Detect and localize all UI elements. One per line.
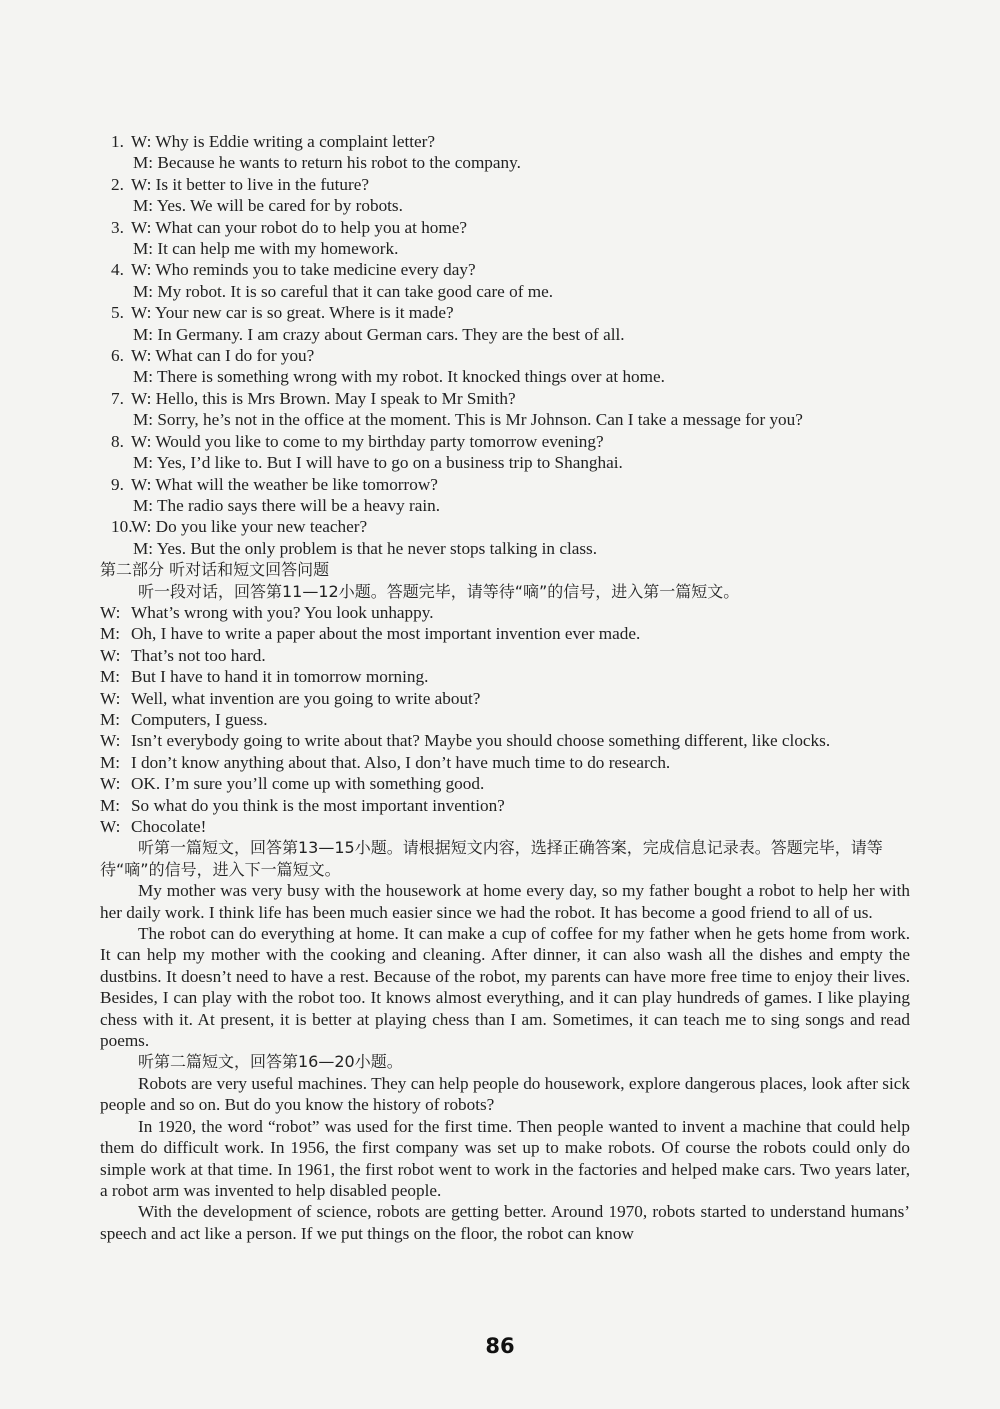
question-number: 3. xyxy=(111,217,124,237)
paragraph: Robots are very useful machines. They can help people do housework, explore dangerous places, look after sick people and so on. But do you know the history of robots? xyxy=(100,1073,910,1115)
question-line: W: Do you like your new teacher? xyxy=(131,517,368,537)
question-line: W: What can I do for you? xyxy=(131,346,315,366)
dialogue-line xyxy=(100,795,910,816)
answer-line: M: Yes, I’d like to. But I will have to go on a business trip to Shanghai. xyxy=(133,453,623,473)
answer-line: M: Yes. But the only problem is that he never stops talking in class. xyxy=(133,538,598,558)
question-number: 9. xyxy=(111,474,124,494)
speaker-label: W: xyxy=(100,817,121,836)
speaker-label: W: xyxy=(100,645,121,665)
dialogue-line xyxy=(100,666,910,687)
question-line: W: What will the weather be like tomorrow? xyxy=(131,474,438,494)
question-number: 6. xyxy=(111,346,124,366)
question-line: W: Your new car is so great. Where is it made? xyxy=(131,303,454,323)
dialogue-line xyxy=(100,752,910,773)
dialogue-text: What’s wrong with you? You look unhappy. xyxy=(131,602,434,622)
question-line: W: Hello, this is Mrs Brown. May I speak to Mr Smith? xyxy=(131,388,516,408)
dialogue-text: Oh, I have to write a paper about the most important invention ever made. xyxy=(131,624,641,644)
instruction-passage-1: 听第一篇短文，回答第13—15小题。请根据短文内容，选择正确答案，完成信息记录表。答题完毕，请等待“嘀”的信号，进入下一篇短文。 xyxy=(100,838,883,879)
question-number: 4. xyxy=(111,260,124,280)
dialogue-line xyxy=(100,816,910,837)
dialogue-line xyxy=(100,645,910,666)
dialogue-text: Computers, I guess. xyxy=(131,709,268,729)
dialogue-text: OK. I’m sure you’ll come up with something good. xyxy=(131,774,485,794)
question-number: 10. xyxy=(111,517,133,537)
dialogue-line xyxy=(100,623,910,644)
question-number: 8. xyxy=(111,431,124,451)
dialogue-text: I don’t know anything about that. Also, I don’t have much time to do research. xyxy=(131,752,671,772)
instruction-dialogue: 听一段对话，回答第11—12小题。答题完毕，请等待“嘀”的信号，进入第一篇短文。 xyxy=(138,581,740,601)
paragraph: With the development of science, robots are getting better. Around 1970, robots started to understand humans’ speech and act like a person. If we put things on the floor, the robot can know xyxy=(100,1202,910,1243)
question-2 xyxy=(100,174,910,217)
speaker-label: W: xyxy=(100,688,121,708)
page-number: 86 xyxy=(485,1334,515,1358)
answer-line: M: There is something wrong with my robot. It knocked things over at home. xyxy=(133,367,665,387)
passage-1 xyxy=(100,880,910,1051)
question-line: W: Is it better to live in the future? xyxy=(131,174,369,194)
question-number: 7. xyxy=(111,388,124,408)
transcript-content xyxy=(100,131,910,1244)
speaker-label: W: xyxy=(100,731,121,751)
answer-line: M: The radio says there will be a heavy rain. xyxy=(133,495,441,515)
question-line: W: Why is Eddie writing a complaint letter? xyxy=(131,132,436,151)
answer-line: M: Sorry, he’s not in the office at the moment. This is Mr Johnson. Can I take a message for you? xyxy=(133,410,803,430)
question-5 xyxy=(100,302,910,345)
paragraph: My mother was very busy with the housework at home every day, so my father bought a robot to help her with her daily work. I think life has been much easier since we had the robot. It has become a good friend to all of us. xyxy=(100,881,910,922)
speaker-label: M: xyxy=(100,624,121,644)
dialogue-text: Isn’t everybody going to write about that? Maybe you should choose something different, like clocks. xyxy=(131,731,831,751)
speaker-label: M: xyxy=(100,795,121,815)
question-6 xyxy=(100,345,910,388)
answer-line: M: Yes. We will be cared for by robots. xyxy=(133,196,403,216)
speaker-label: W: xyxy=(100,602,121,622)
answer-line: M: In Germany. I am crazy about German cars. They are the best of all. xyxy=(133,324,625,344)
dialogue-line xyxy=(100,773,910,794)
paragraph: The robot can do everything at home. It can make a cup of coffee for my father when he gets home from work. It can help my mother with the cooking and cleaning. After dinner, it can also wash all the dishes and empty the dustbins. It doesn’t need to have a rest. Because of the robot, my parents can have more free time to enjoy their lives. Besides, I can play with the robot too. It knows almost everything, and it can play hundreds of games. I like playing chess with it. At present, it is better at playing chess than I am. Sometimes, it can teach me to sing songs and read poems. xyxy=(100,924,910,1051)
question-3 xyxy=(100,217,910,260)
dialogue-text: So what do you think is the most important invention? xyxy=(131,795,505,815)
passage-2 xyxy=(100,1073,910,1244)
part2-heading: 第二部分 听对话和短文回答问题 xyxy=(100,560,330,580)
part1-section xyxy=(100,131,910,559)
dialogue-section xyxy=(100,602,910,837)
question-line: W: Who reminds you to take medicine every day? xyxy=(131,260,476,280)
dialogue-text: But I have to hand it in tomorrow morning. xyxy=(131,667,429,687)
question-line: W: What can your robot do to help you at home? xyxy=(131,217,468,237)
dialogue-line xyxy=(100,602,910,623)
speaker-label: M: xyxy=(100,667,121,687)
question-9 xyxy=(100,474,910,517)
question-4 xyxy=(100,259,910,302)
speaker-label: M: xyxy=(100,709,121,729)
dialogue-line xyxy=(100,688,910,709)
answer-line: M: Because he wants to return his robot to the company. xyxy=(133,153,521,173)
dialogue-text: Well, what invention are you going to write about? xyxy=(131,688,481,708)
answer-line: M: My robot. It is so careful that it can take good care of me. xyxy=(133,281,554,301)
answer-line: M: It can help me with my homework. xyxy=(133,239,399,259)
paragraph: In 1920, the word “robot” was used for the first time. Then people wanted to invent a machine that could help them do difficult work. In 1956, the first company was set up to make robots. Of course the robots could only do simple work at that time. In 1961, the first robot went to work in the factories and helped make cars. Two years later, a robot arm was invented to help disabled people. xyxy=(100,1116,910,1200)
instruction-passage-2: 听第二篇短文，回答第16—20小题。 xyxy=(138,1052,403,1072)
speaker-label: W: xyxy=(100,774,121,794)
question-8 xyxy=(100,431,910,474)
dialogue-text: Chocolate! xyxy=(131,817,207,836)
question-number: 2. xyxy=(111,174,124,194)
dialogue-line xyxy=(100,730,910,751)
dialogue-line xyxy=(100,709,910,730)
speaker-label: M: xyxy=(100,752,121,772)
question-number: 1. xyxy=(111,132,124,151)
question-line: W: Would you like to come to my birthday party tomorrow evening? xyxy=(131,431,604,451)
dialogue-text: That’s not too hard. xyxy=(131,645,266,665)
question-1 xyxy=(100,131,910,174)
question-7 xyxy=(100,388,910,431)
question-number: 5. xyxy=(111,303,124,323)
question-10 xyxy=(100,516,910,559)
